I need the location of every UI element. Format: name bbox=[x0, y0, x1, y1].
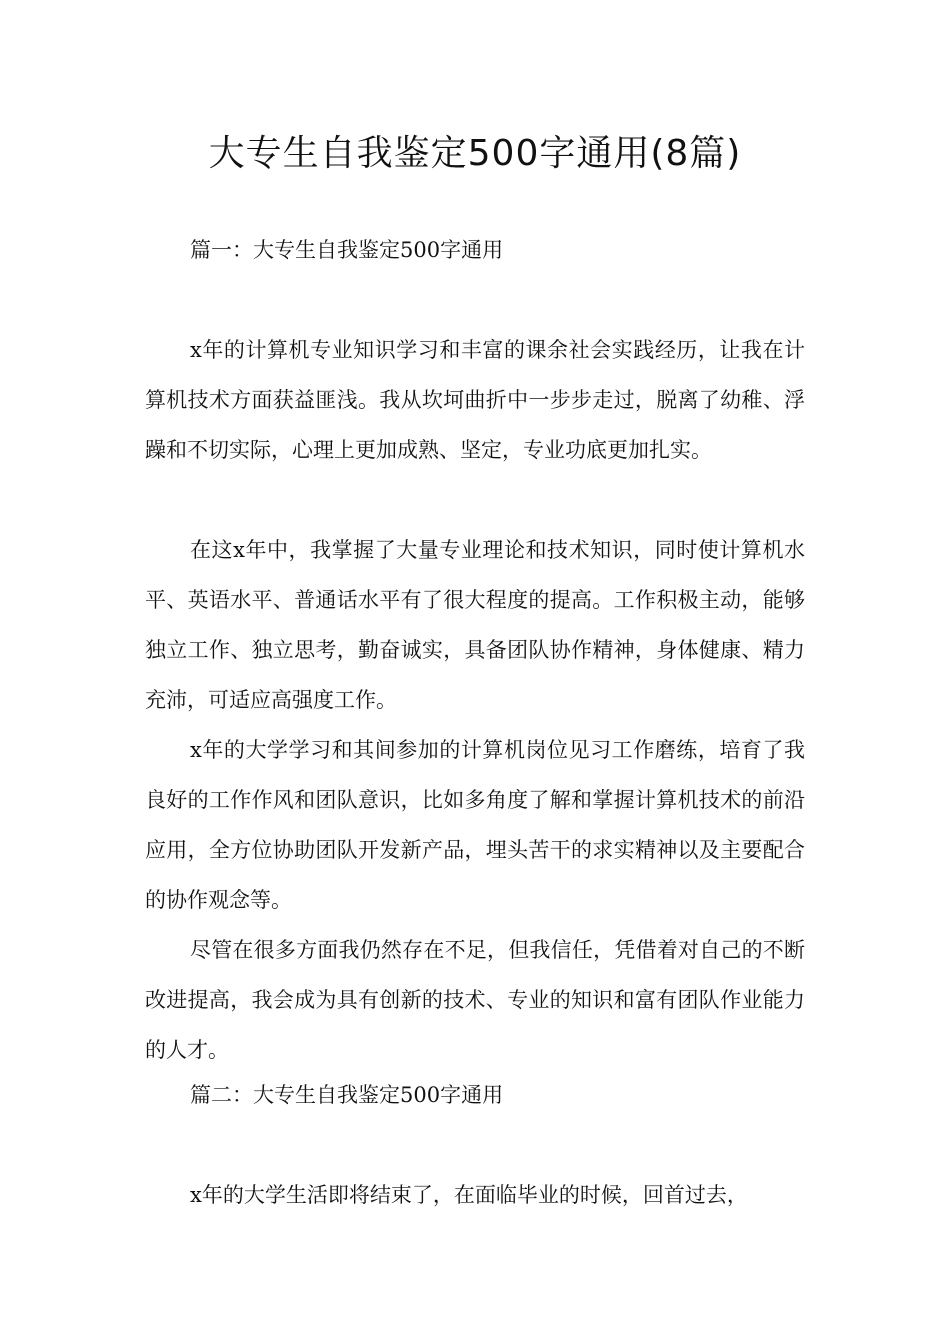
section-1-paragraph-1: x年的计算机专业知识学习和丰富的课余社会实践经历，让我在计算机技术方面获益匪浅。我从坎坷曲折中一步步走过，脱离了幼稚、浮躁和不切实际，心理上更加成熟、坚定，专业功底更加扎实。 bbox=[145, 338, 805, 462]
section-2-heading: 篇二：大专生自我鉴定500字通用 bbox=[190, 1083, 504, 1107]
section-1-paragraph-2: 在这x年中，我掌握了大量专业理论和技术知识，同时使计算机水平、英语水平、普通话水平有了很大程度的提高。工作积极主动，能够独立工作、独立思考，勤奋诚实，具备团队协作精神，身体健康、精力充沛，可适应高强度工作。 bbox=[145, 538, 805, 712]
section-1-paragraph-4: 尽管在很多方面我仍然存在不足，但我信任，凭借着对自己的不断改进提高，我会成为具有创新的技术、专业的知识和富有团队作业能力的人才。 bbox=[145, 938, 805, 1062]
section-1-heading: 篇一：大专生自我鉴定500字通用 bbox=[190, 238, 504, 262]
section-2-paragraph-1: x年的大学生活即将结束了，在面临毕业的时候，回首过去， bbox=[190, 1183, 748, 1207]
document-title: 大专生自我鉴定500字通用(8篇) bbox=[208, 133, 742, 174]
section-1-paragraph-3: x年的大学学习和其间参加的计算机岗位见习工作磨练，培育了我良好的工作作风和团队意识，比如多角度了解和掌握计算机技术的前沿应用，全方位协助团队开发新产品，埋头苦干的求实精神以及主要配合的协作观念等。 bbox=[145, 738, 805, 912]
